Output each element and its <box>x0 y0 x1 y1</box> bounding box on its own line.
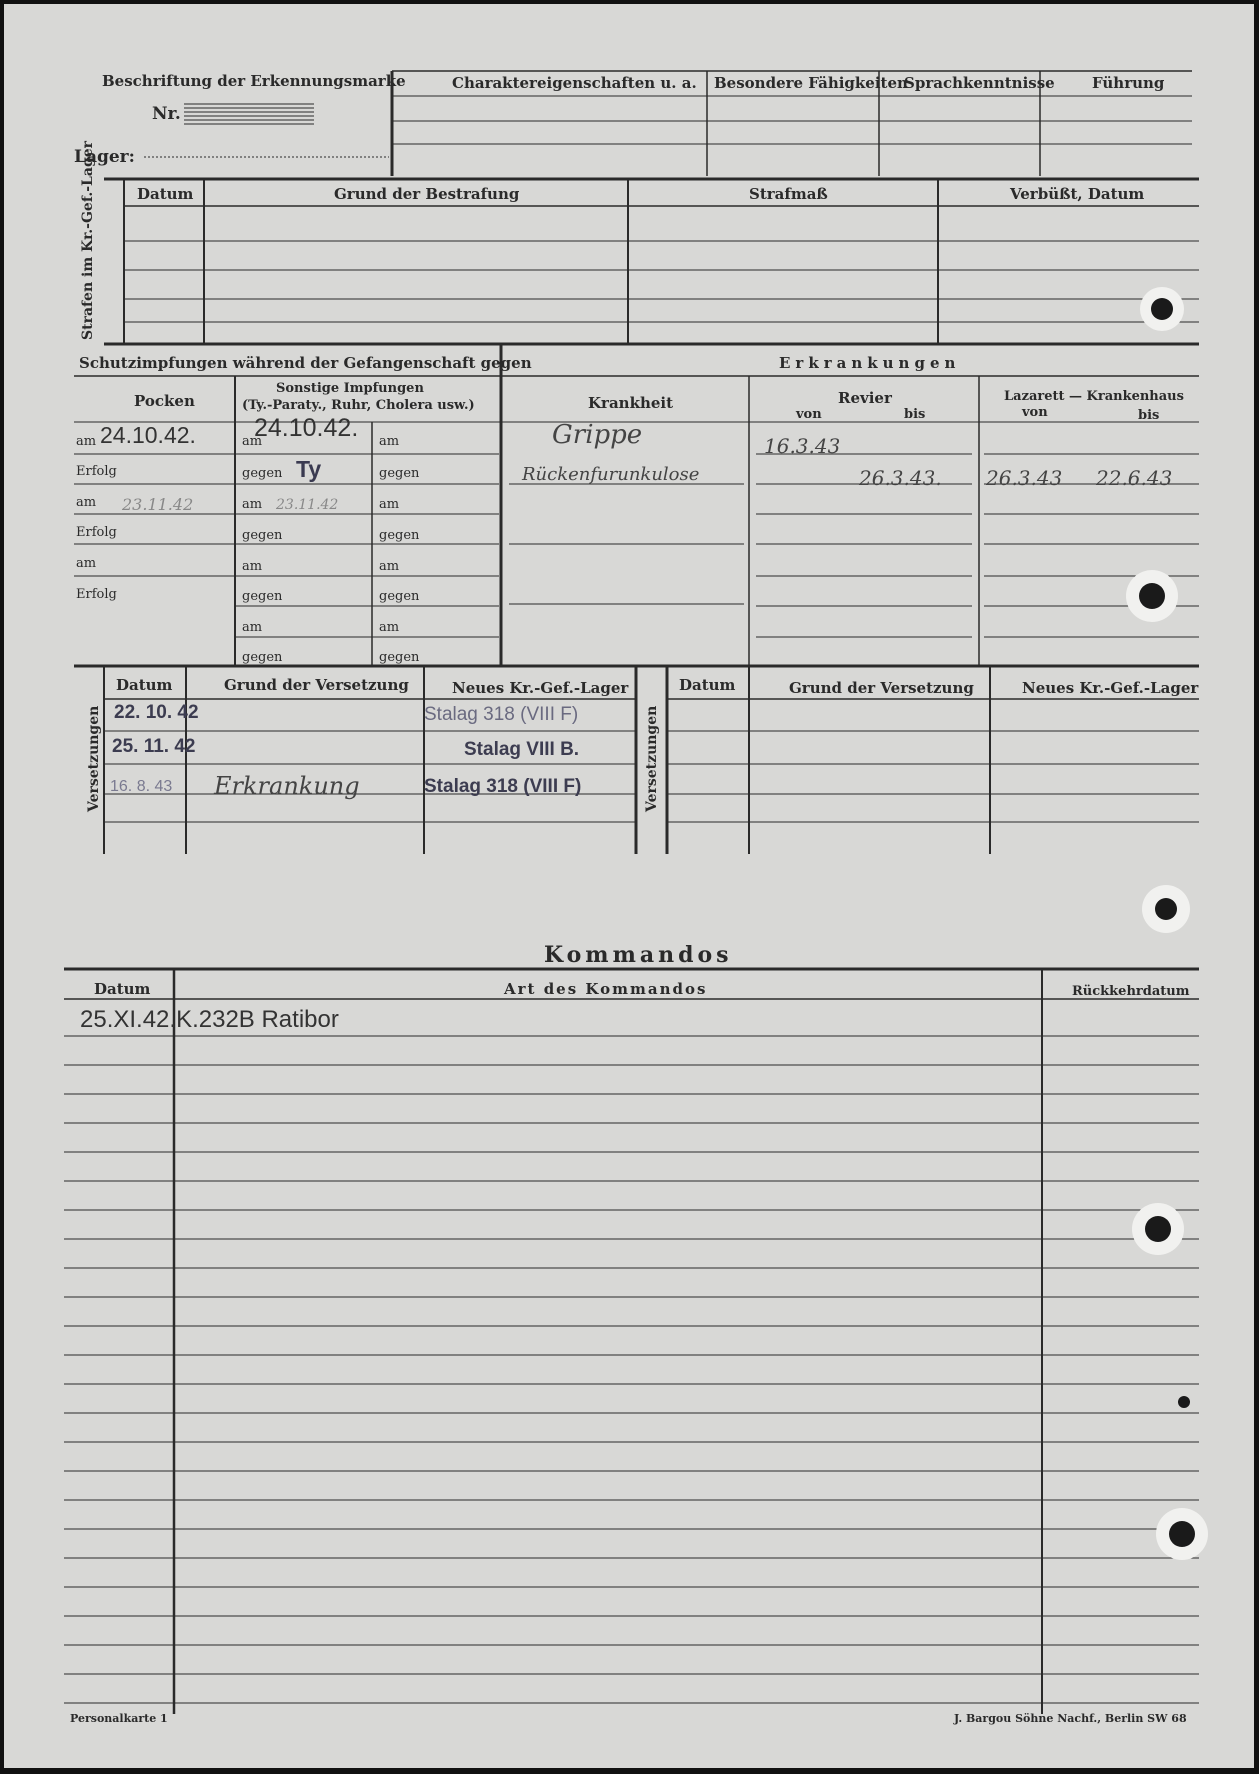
form-rules <box>4 4 1254 1768</box>
charakter-header: Charaktereigenschaften u. a. <box>452 74 697 92</box>
vers-datum-header-r: Datum <box>679 676 736 694</box>
sonst2-am-2: am <box>379 497 400 512</box>
krankheit-2: Rückenfurunkulose <box>522 464 700 485</box>
lazarett-von: von <box>1022 405 1048 420</box>
sonst-am-2: am <box>242 497 263 512</box>
revier-von-1: 16.3.43 <box>764 434 841 458</box>
kommando-entry: 25.XI.42.K.232B Ratibor <box>80 1006 339 1033</box>
sonstige-sub: (Ty.-Paraty., Ruhr, Cholera usw.) <box>242 398 475 413</box>
sprachen-header: Sprachkenntnisse <box>904 74 1055 92</box>
kommandos-title: Kommandos <box>544 942 733 968</box>
sonst-gegen-1: gegen <box>242 466 283 481</box>
sonst2-am-4: am <box>379 620 400 635</box>
sonstige-date-2: 23.11.42 <box>276 497 339 513</box>
pocken-am-2: am <box>76 495 97 510</box>
footer-left: Personalkarte 1 <box>70 1712 168 1725</box>
laz-von-2: 26.3.43 <box>986 466 1063 490</box>
vers-lager-1: Stalag 318 (VIII F) <box>424 704 579 725</box>
vers-lager-header-l: Neues Kr.-Gef.-Lager <box>452 679 629 697</box>
vers-datum-3: 16. 8. 43 <box>110 778 173 795</box>
strafen-grund-header: Grund der Bestrafung <box>334 185 520 203</box>
vers-datum-1: 22. 10. 42 <box>114 702 199 723</box>
lazarett-bis: bis <box>1138 408 1160 423</box>
strafmass-header: Strafmaß <box>749 185 828 203</box>
versetzungen-side-right: Versetzungen <box>644 705 660 812</box>
krankheit-header: Krankheit <box>588 394 674 412</box>
kommando-datum-header: Datum <box>94 980 151 998</box>
sonst-am-4: am <box>242 620 263 635</box>
sonst2-am-1: am <box>379 434 400 449</box>
gegen-value: Ty <box>296 456 322 482</box>
sonst2-gegen-3: gegen <box>379 589 420 604</box>
pocken-date-2: 23.11.42 <box>122 495 194 514</box>
sonst2-gegen-1: gegen <box>379 466 420 481</box>
pocken-erfolg-3: Erfolg <box>76 587 117 602</box>
revier-header: Revier <box>838 389 892 407</box>
faehigkeiten-header: Besondere Fähigkeiten <box>714 74 908 92</box>
pocken-header: Pocken <box>134 392 195 410</box>
fuehrung-header: Führung <box>1092 74 1165 92</box>
vers-lager-header-r: Neues Kr.-Gef.-Lager <box>1022 679 1199 697</box>
pocken-date-1: 24.10.42. <box>100 422 196 448</box>
erkrankungen-title: Erkrankungen <box>779 354 961 372</box>
vers-lager-2: Stalag VIII B. <box>464 739 580 760</box>
lager-label: Lager: <box>74 147 135 167</box>
pocken-erfolg-1: Erfolg <box>76 464 117 479</box>
verbuesst-header: Verbüßt, Datum <box>1010 185 1145 203</box>
sonst2-gegen-2: gegen <box>379 528 420 543</box>
vers-grund-header-r: Grund der Versetzung <box>789 679 974 697</box>
lazarett-header: Lazarett — Krankenhaus <box>1004 389 1184 404</box>
pocken-am-1: am <box>76 434 97 449</box>
strafen-datum-header: Datum <box>137 185 194 203</box>
vers-datum-2: 25. 11. 42 <box>112 736 196 757</box>
laz-bis-2: 22.6.43 <box>1096 466 1173 490</box>
vers-datum-header-l: Datum <box>116 676 173 694</box>
revier-von: von <box>796 407 822 422</box>
sonst-gegen-3: gegen <box>242 589 283 604</box>
personalkarte-sheet <box>4 4 1254 1768</box>
krankheit-1: Grippe <box>552 420 643 450</box>
sonst-am-3: am <box>242 559 263 574</box>
kommando-art-header: Art des Kommandos <box>504 980 708 998</box>
sonstige-date-1: 24.10.42. <box>254 414 359 442</box>
erkennungsmarke-label: Beschriftung der Erkennungsmarke <box>102 72 406 90</box>
sonst2-gegen-4: gegen <box>379 650 420 665</box>
nr-label: Nr. <box>152 104 181 124</box>
revier-bis: bis <box>904 407 926 422</box>
vers-grund-header-l: Grund der Versetzung <box>224 676 409 694</box>
vers-lager-3: Stalag 318 (VIII F) <box>424 776 582 797</box>
sonst2-am-3: am <box>379 559 400 574</box>
impfung-title: Schutzimpfungen während der Gefangenschaft gegen <box>79 354 532 372</box>
sonst-gegen-2: gegen <box>242 528 283 543</box>
footer-right: J. Bargou Söhne Nachf., Berlin SW 68 <box>954 1712 1187 1725</box>
revier-bis-2: 26.3.43. <box>859 466 942 490</box>
sonst-am-1: am <box>242 434 263 449</box>
sonstige-header: Sonstige Impfungen <box>276 381 424 396</box>
rueckkehr-header: Rückkehrdatum <box>1072 984 1190 999</box>
versetzungen-side-left: Versetzungen <box>86 705 102 812</box>
pocken-am-3: am <box>76 556 97 571</box>
strafen-side-label: Strafen im Kr.-Gef.-Lager <box>80 140 96 340</box>
vers-grund-3: Erkrankung <box>214 772 360 800</box>
sonst-gegen-4: gegen <box>242 650 283 665</box>
pocken-erfolg-2: Erfolg <box>76 525 117 540</box>
